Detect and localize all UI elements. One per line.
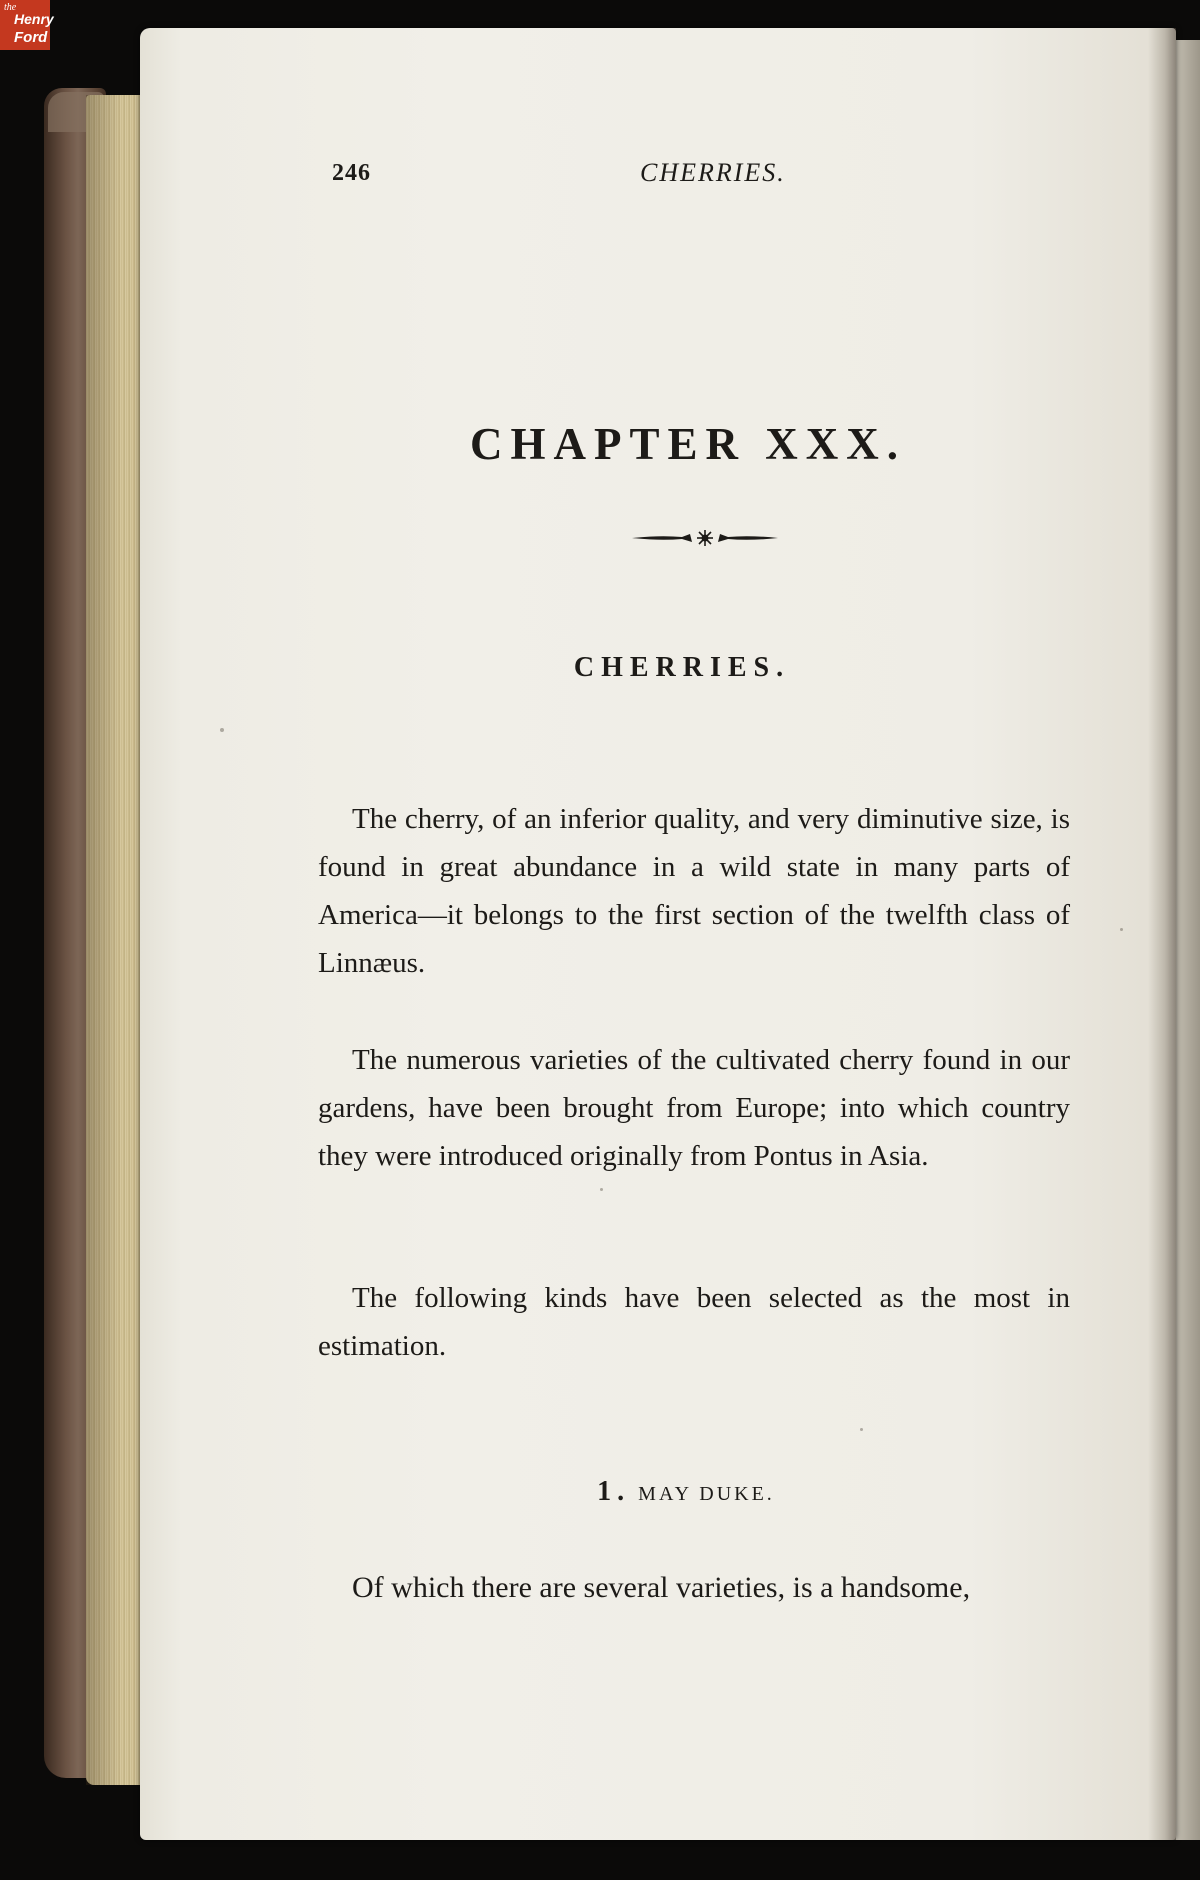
item-number: 1. [597,1476,631,1507]
page-gutter-shadow [1148,28,1176,1840]
page-edges-shade [86,95,144,1785]
printers-flourish-ornament-icon [630,528,780,548]
section-title: CHERRIES. [573,652,791,683]
logo-ford: Ford [14,29,48,46]
item-title: MAY DUKE. [638,1483,775,1505]
paragraph-1: The cherry, of an inferior quality, and very diminutive size, is found in great abundance in a wild state in many parts of America—it belongs to the first section of the twelfth class of Linnæus. [318,803,1070,979]
page-number: 246 [332,160,371,186]
logo-henry: Henry [14,11,54,27]
paragraph-3: The following kinds have been selected as the most in estimation. [318,1282,1070,1362]
chapter-title: CHAPTER XXX. [469,419,906,469]
paragraph-4: Of which there are several varieties, is a handsome, [352,1571,971,1604]
item-heading [140,1476,1176,1508]
henry-ford-logo [0,0,54,50]
book-page [140,28,1176,1840]
running-head: CHERRIES. [640,158,786,187]
paragraph-2: The numerous varieties of the cultivated cherry found in our gardens, have been brought from Europe; into which country they were introduced originally from Pontus in Asia. [318,1044,1070,1172]
logo-the: the [4,2,17,13]
